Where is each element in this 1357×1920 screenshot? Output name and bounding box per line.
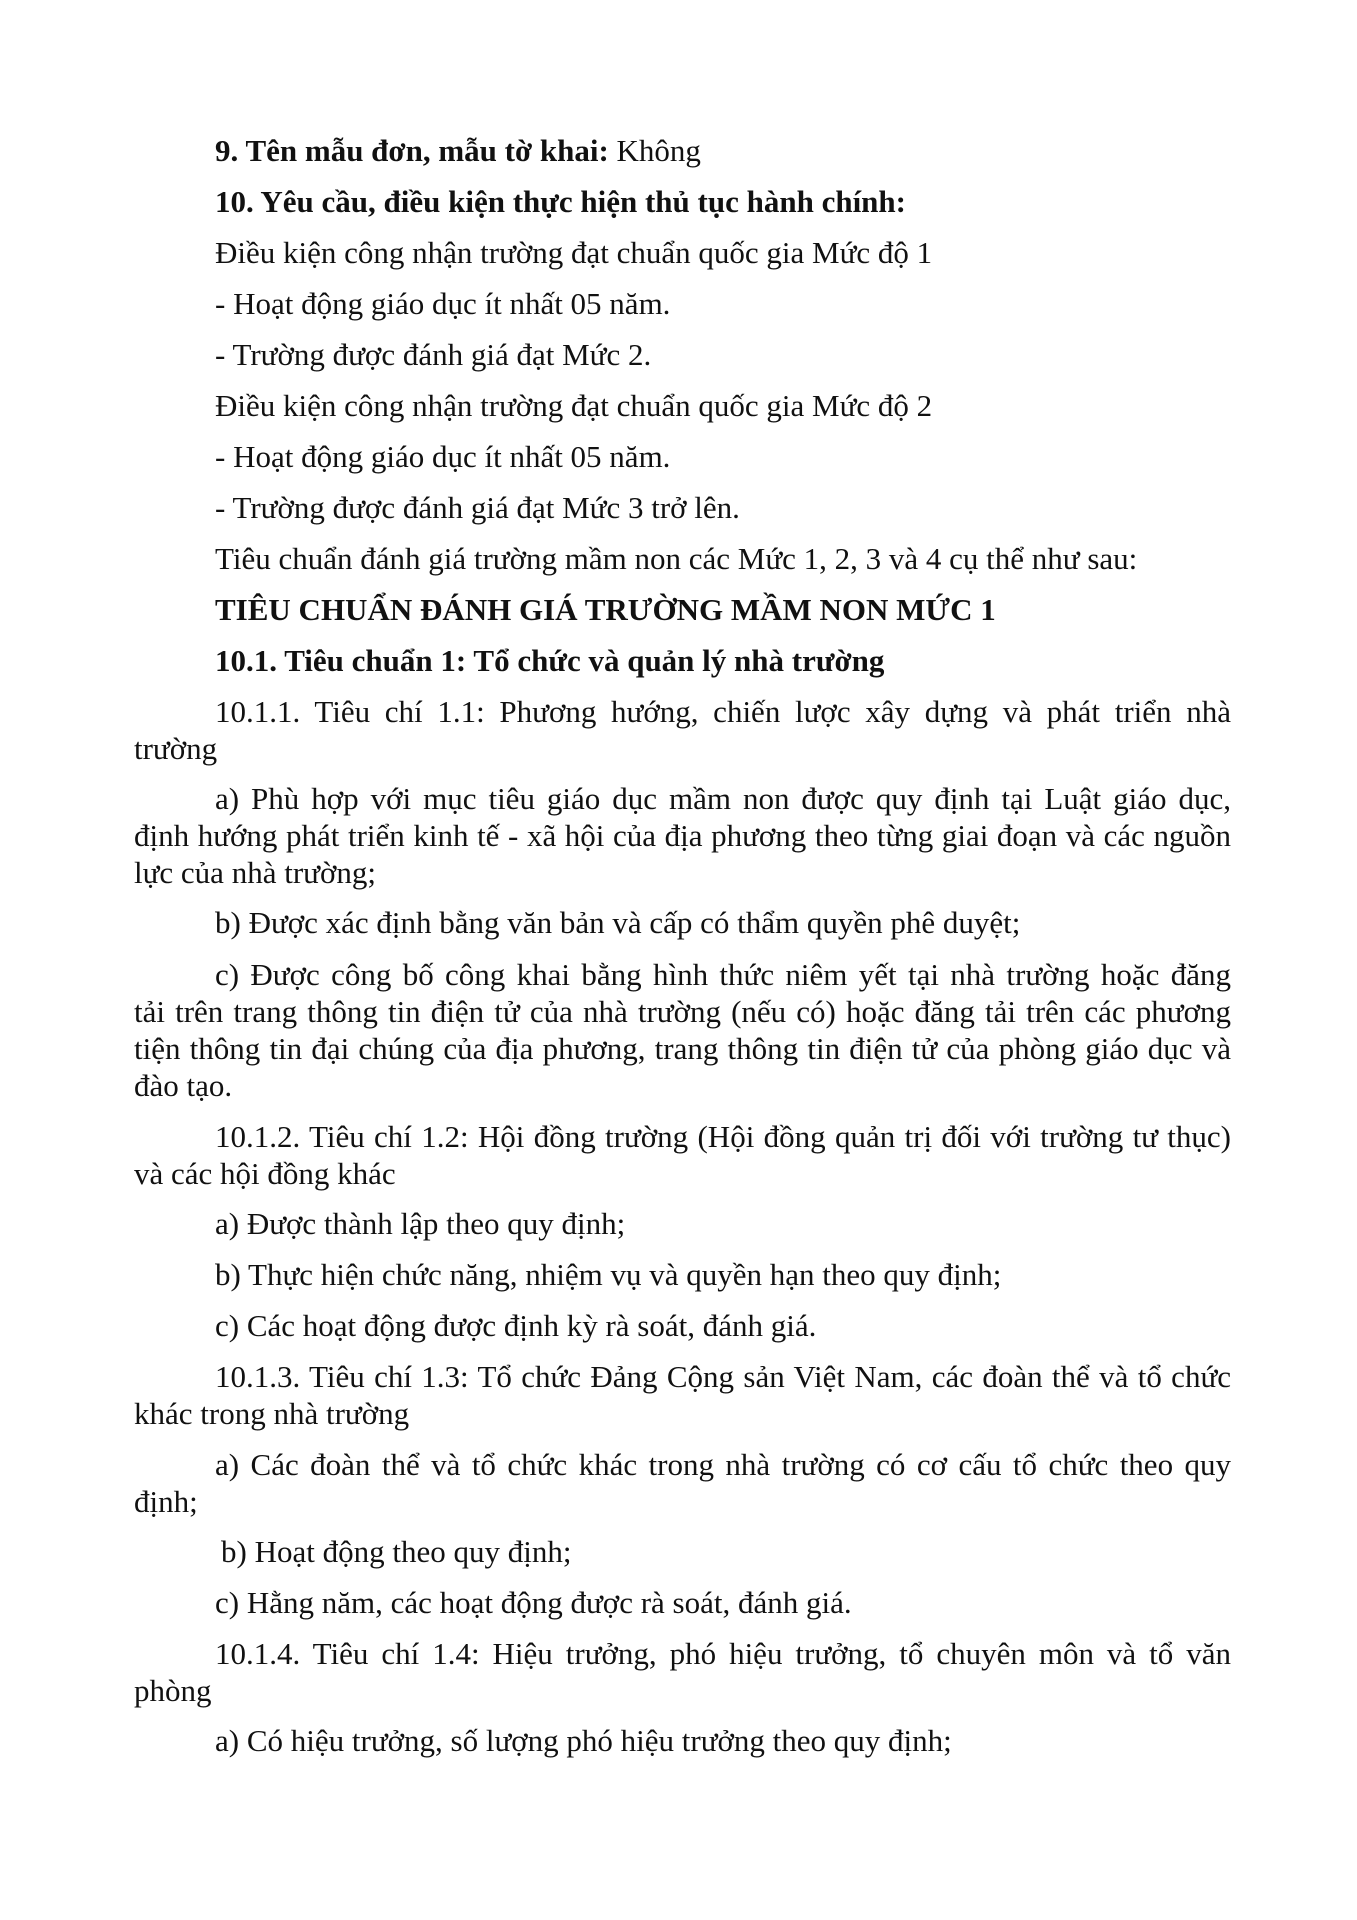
paragraph: khác trong nhà trường bbox=[134, 1396, 410, 1431]
paragraph: tiện thông tin đại chúng của địa phương, trang thông tin điện tử của phòng giáo dục và bbox=[134, 1031, 1231, 1066]
criterion-heading: 10.1.1. Tiêu chí 1.1: Phương hướng, chiến lược xây dựng và phát triển nhà bbox=[215, 694, 1231, 729]
paragraph: - Hoạt động giáo dục ít nhất 05 năm. bbox=[215, 439, 671, 474]
paragraph: định; bbox=[134, 1484, 198, 1519]
paragraph: và các hội đồng khác bbox=[134, 1156, 396, 1191]
paragraph: b) Được xác định bằng văn bản và cấp có thẩm quyền phê duyệt; bbox=[215, 905, 1021, 940]
paragraph: c) Hằng năm, các hoạt động được rà soát, đánh giá. bbox=[215, 1585, 852, 1620]
paragraph: phòng bbox=[134, 1673, 212, 1708]
section-heading: TIÊU CHUẨN ĐÁNH GIÁ TRƯỜNG MẦM NON MỨC 1 bbox=[215, 592, 996, 627]
item-10-heading: 10. Yêu cầu, điều kiện thực hiện thủ tục hành chính: bbox=[215, 184, 906, 219]
item-9-label: 9. Tên mẫu đơn, mẫu tờ khai: bbox=[215, 133, 609, 168]
criterion-heading: 10.1.2. Tiêu chí 1.2: Hội đồng trường (Hội đồng quản trị đối với trường tư thục) bbox=[215, 1119, 1231, 1154]
paragraph: - Trường được đánh giá đạt Mức 3 trở lên. bbox=[215, 490, 740, 525]
paragraph: tải trên trang thông tin điện tử của nhà trường (nếu có) hoặc đăng tải trên các phương bbox=[134, 994, 1231, 1029]
item-9-value: Không bbox=[616, 133, 701, 168]
paragraph: c) Được công bố công khai bằng hình thức niêm yết tại nhà trường hoặc đăng bbox=[215, 957, 1231, 992]
paragraph: định hướng phát triển kinh tế - xã hội của địa phương theo từng giai đoạn và các nguồn bbox=[134, 818, 1231, 853]
paragraph: Điều kiện công nhận trường đạt chuẩn quốc gia Mức độ 1 bbox=[215, 235, 933, 270]
standard-heading: 10.1. Tiêu chuẩn 1: Tổ chức và quản lý nhà trường bbox=[215, 643, 885, 678]
paragraph: a) Các đoàn thể và tổ chức khác trong nhà trường có cơ cấu tổ chức theo quy bbox=[215, 1447, 1231, 1482]
paragraph: - Hoạt động giáo dục ít nhất 05 năm. bbox=[215, 286, 671, 321]
paragraph: b) Thực hiện chức năng, nhiệm vụ và quyền hạn theo quy định; bbox=[215, 1257, 1002, 1292]
paragraph: Tiêu chuẩn đánh giá trường mầm non các Mức 1, 2, 3 và 4 cụ thể như sau: bbox=[215, 541, 1138, 576]
criterion-heading: 10.1.3. Tiêu chí 1.3: Tổ chức Đảng Cộng sản Việt Nam, các đoàn thể và tổ chức bbox=[215, 1359, 1231, 1394]
paragraph: a) Được thành lập theo quy định; bbox=[215, 1206, 626, 1241]
paragraph: a) Có hiệu trưởng, số lượng phó hiệu trưởng theo quy định; bbox=[215, 1723, 952, 1758]
criterion-heading: 10.1.4. Tiêu chí 1.4: Hiệu trưởng, phó hiệu trưởng, tổ chuyên môn và tổ văn bbox=[215, 1636, 1231, 1671]
item-9-line bbox=[215, 132, 701, 169]
paragraph: c) Các hoạt động được định kỳ rà soát, đánh giá. bbox=[215, 1308, 817, 1343]
paragraph: a) Phù hợp với mục tiêu giáo dục mầm non được quy định tại Luật giáo dục, bbox=[215, 781, 1231, 816]
paragraph: lực của nhà trường; bbox=[134, 855, 376, 890]
paragraph: b) Hoạt động theo quy định; bbox=[221, 1534, 572, 1569]
paragraph: Điều kiện công nhận trường đạt chuẩn quốc gia Mức độ 2 bbox=[215, 388, 933, 423]
paragraph: đào tạo. bbox=[134, 1068, 233, 1103]
paragraph: - Trường được đánh giá đạt Mức 2. bbox=[215, 337, 652, 372]
paragraph: trường bbox=[134, 731, 218, 766]
